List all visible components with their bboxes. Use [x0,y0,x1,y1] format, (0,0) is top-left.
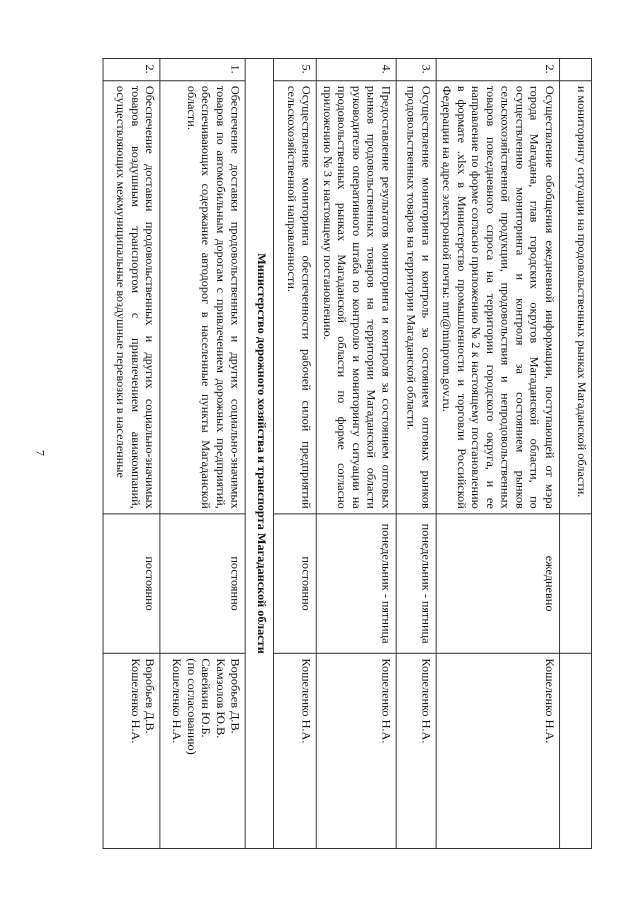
responsible-cell [560,653,592,848]
table-row [103,58,160,848]
table-row [160,58,245,848]
responsible-person: Кошеленко Н.А. [129,658,143,744]
responsible-note: (по согласованию) [185,658,199,755]
frequency: постоянно [103,514,160,653]
row-number: 2. [436,58,559,80]
table-row [317,58,396,848]
measure-text: Обеспечение доставки продовольственных и других социально-значимых товаров по автомобильным дорогам с привлечением дорожных предприятий, обеспечивающих содержание автодорог в населенные пункты Магаданской области. [160,81,245,514]
frequency: понедельник - пятница [396,514,436,653]
row-number: 4. [317,58,396,80]
responsible-person: Кошеленко Н.А. [300,658,314,744]
continuation-text: и мониторингу ситуации на продовольственных рынках Магаданской области. [560,81,592,514]
table-row [436,58,559,848]
frequency: постоянно [274,514,317,653]
responsible-person: Воробьев Д.В. [229,658,243,734]
responsible [103,653,160,848]
section-row [246,58,274,848]
measure-text: Обеспечение доставки продовольственных и других социально-значимых товаров воздушным транспортом с привлечением авиакомпаний, осуществляющих межмуниципальные воздушные перевозки в населенные [103,81,160,514]
responsible [436,653,559,848]
number-cell [560,58,592,80]
frequency-cell [560,514,592,653]
frequency: понедельник - пятница [317,514,396,653]
measures-table-rotated [52,58,592,848]
responsible-person: Кошеленко Н.А. [379,658,394,744]
row-number: 5. [274,58,317,80]
page-number-strip [30,0,50,905]
responsible [160,653,245,848]
measure-text: Осуществление мониторинга и контроль за состоянием оптовых рынков продовольственных товаров на территории Магаданской области. [396,81,436,514]
frequency: постоянно [160,514,245,653]
responsible [274,653,317,848]
document-page [52,58,592,848]
responsible-person: Савейкин Ю.Б. [199,658,214,738]
table-row [274,58,317,848]
row-number: 3. [396,58,436,80]
responsible [396,653,436,848]
responsible-person: Воробьев Д.В. [143,658,158,734]
measures-table [103,58,592,849]
frequency: ежедневно [436,514,559,653]
responsible-person: Кошеленко Н.А. [419,658,434,744]
measure-text: Осуществление мониторинга обеспеченности рабочей силой предприятий сельскохозяйственной направленности. [274,81,317,514]
row-number: 2. [103,58,160,80]
measure-text: Осуществление обобщения ежедневной информации, поступающей от мэра города Магадана, глав городских округов Магаданской области, по осуществлению мониторинга и контроля за состоянием рынков сельскохозяйственной продукции, продовольствия и непродовольственных товаров повседневного спроса на территории городского округа, и ее направление по форме согласно приложению № 2 к настоящему постановлению в формате .xlsx в Министерство промышленности и торговли Российской Федерации на адрес электронной почты: mrt@minprom.gov.ru. [436,81,559,514]
responsible [317,653,396,848]
page-number: 7 [33,449,48,456]
measure-text: Предоставление результатов мониторинга и контроля за состоянием оптовых рынков продовольственных товаров на территории Магаданской области руководителю оперативного штаба по контролю и мониторингу ситуации на продовольственных рынках Магаданской области по форме согласно приложению № 3 к настоящему постановлению. [317,81,396,514]
table-row [396,58,436,848]
row-number: 1. [160,58,245,80]
responsible-person: Кошеленко Н.А. [543,658,557,744]
responsible-person: Кошеленко Н.А. [170,658,184,744]
responsible-person: Камзолов Ю.В. [214,658,228,739]
section-title: Министерство дорожного хозяйства и транспорта Магаданской области [246,58,274,848]
table-row [560,58,592,848]
